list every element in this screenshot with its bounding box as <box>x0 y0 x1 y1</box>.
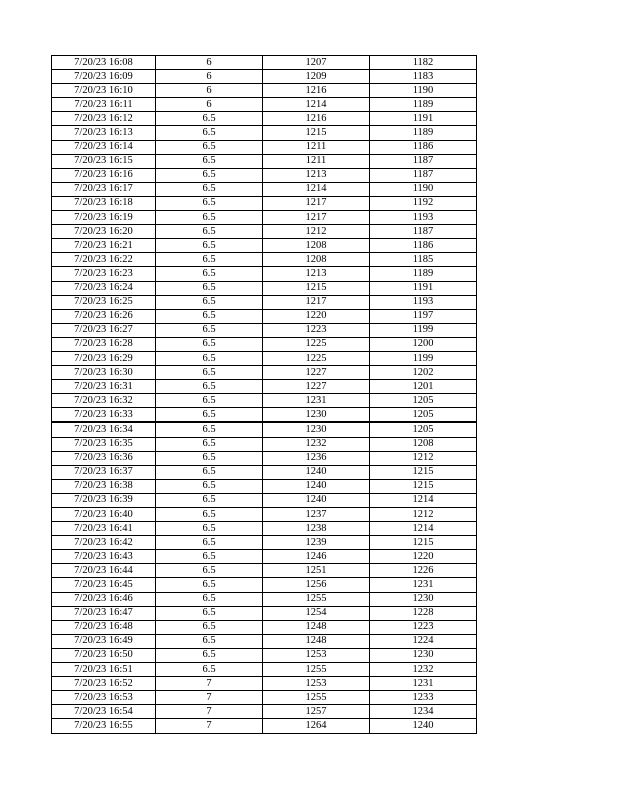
value-a-cell: 1208 <box>263 239 370 253</box>
table-row <box>52 126 477 140</box>
value-a-cell: 1240 <box>263 465 370 479</box>
value-a-cell: 1257 <box>263 705 370 719</box>
setting-cell: 6.5 <box>156 351 263 365</box>
setting-cell: 6.5 <box>156 239 263 253</box>
timestamp-cell: 7/20/23 16:54 <box>52 705 156 719</box>
timestamp-cell: 7/20/23 16:08 <box>52 56 156 70</box>
value-b-cell: 1205 <box>370 408 477 423</box>
value-a-cell: 1207 <box>263 56 370 70</box>
value-b-cell: 1233 <box>370 691 477 705</box>
timestamp-cell: 7/20/23 16:29 <box>52 351 156 365</box>
value-a-cell: 1236 <box>263 451 370 465</box>
setting-cell: 6.5 <box>156 508 263 522</box>
timestamp-cell: 7/20/23 16:20 <box>52 225 156 239</box>
timestamp-cell: 7/20/23 16:32 <box>52 394 156 408</box>
value-a-cell: 1255 <box>263 691 370 705</box>
setting-cell: 6.5 <box>156 281 263 295</box>
setting-cell: 6 <box>156 98 263 112</box>
value-b-cell: 1231 <box>370 677 477 691</box>
value-b-cell: 1224 <box>370 634 477 648</box>
timestamp-cell: 7/20/23 16:15 <box>52 154 156 168</box>
setting-cell: 6.5 <box>156 267 263 281</box>
value-a-cell: 1225 <box>263 351 370 365</box>
setting-cell: 6 <box>156 56 263 70</box>
value-a-cell: 1225 <box>263 337 370 351</box>
value-a-cell: 1253 <box>263 648 370 662</box>
table-row <box>52 677 477 691</box>
table-row <box>52 592 477 606</box>
setting-cell: 7 <box>156 677 263 691</box>
timestamp-cell: 7/20/23 16:51 <box>52 663 156 677</box>
value-b-cell: 1205 <box>370 394 477 408</box>
table-row <box>52 196 477 210</box>
timestamp-cell: 7/20/23 16:41 <box>52 522 156 536</box>
value-b-cell: 1189 <box>370 267 477 281</box>
timestamp-cell: 7/20/23 16:40 <box>52 508 156 522</box>
table-row <box>52 522 477 536</box>
timestamp-cell: 7/20/23 16:39 <box>52 493 156 507</box>
timestamp-cell: 7/20/23 16:25 <box>52 295 156 309</box>
setting-cell: 6.5 <box>156 648 263 662</box>
setting-cell: 6.5 <box>156 196 263 210</box>
value-a-cell: 1264 <box>263 719 370 733</box>
setting-cell: 6.5 <box>156 422 263 437</box>
timestamp-cell: 7/20/23 16:52 <box>52 677 156 691</box>
value-b-cell: 1191 <box>370 281 477 295</box>
setting-cell: 6.5 <box>156 112 263 126</box>
timestamp-cell: 7/20/23 16:27 <box>52 323 156 337</box>
table-row <box>52 168 477 182</box>
table-row <box>52 182 477 196</box>
timestamp-cell: 7/20/23 16:55 <box>52 719 156 733</box>
value-b-cell: 1215 <box>370 479 477 493</box>
value-b-cell: 1189 <box>370 98 477 112</box>
value-b-cell: 1190 <box>370 84 477 98</box>
value-a-cell: 1251 <box>263 564 370 578</box>
setting-cell: 6.5 <box>156 493 263 507</box>
table-row <box>52 705 477 719</box>
value-b-cell: 1192 <box>370 196 477 210</box>
value-b-cell: 1186 <box>370 140 477 154</box>
setting-cell: 6.5 <box>156 408 263 423</box>
timestamp-cell: 7/20/23 16:46 <box>52 592 156 606</box>
value-a-cell: 1215 <box>263 126 370 140</box>
value-a-cell: 1232 <box>263 437 370 451</box>
table-row <box>52 225 477 239</box>
table-row <box>52 465 477 479</box>
value-b-cell: 1202 <box>370 366 477 380</box>
value-b-cell: 1214 <box>370 522 477 536</box>
setting-cell: 6.5 <box>156 295 263 309</box>
timestamp-cell: 7/20/23 16:22 <box>52 253 156 267</box>
value-a-cell: 1255 <box>263 663 370 677</box>
table-row <box>52 634 477 648</box>
value-b-cell: 1186 <box>370 239 477 253</box>
table-row <box>52 451 477 465</box>
timestamp-cell: 7/20/23 16:47 <box>52 606 156 620</box>
value-a-cell: 1214 <box>263 182 370 196</box>
value-a-cell: 1240 <box>263 493 370 507</box>
value-b-cell: 1232 <box>370 663 477 677</box>
table-row <box>52 663 477 677</box>
value-b-cell: 1228 <box>370 606 477 620</box>
table-row <box>52 380 477 394</box>
value-a-cell: 1209 <box>263 70 370 84</box>
table-row <box>52 281 477 295</box>
setting-cell: 6.5 <box>156 253 263 267</box>
value-b-cell: 1230 <box>370 648 477 662</box>
value-a-cell: 1212 <box>263 225 370 239</box>
value-a-cell: 1216 <box>263 112 370 126</box>
table-row <box>52 98 477 112</box>
table-row <box>52 648 477 662</box>
setting-cell: 7 <box>156 719 263 733</box>
value-a-cell: 1213 <box>263 168 370 182</box>
table-row <box>52 606 477 620</box>
table-row <box>52 508 477 522</box>
setting-cell: 6.5 <box>156 309 263 323</box>
table-body <box>52 56 477 734</box>
table-row <box>52 536 477 550</box>
value-b-cell: 1187 <box>370 168 477 182</box>
setting-cell: 6.5 <box>156 620 263 634</box>
value-b-cell: 1197 <box>370 309 477 323</box>
setting-cell: 7 <box>156 705 263 719</box>
setting-cell: 6.5 <box>156 211 263 225</box>
value-b-cell: 1183 <box>370 70 477 84</box>
table-row <box>52 239 477 253</box>
timestamp-cell: 7/20/23 16:42 <box>52 536 156 550</box>
value-a-cell: 1248 <box>263 634 370 648</box>
setting-cell: 6 <box>156 70 263 84</box>
setting-cell: 6.5 <box>156 564 263 578</box>
setting-cell: 6.5 <box>156 154 263 168</box>
value-b-cell: 1193 <box>370 295 477 309</box>
timestamp-cell: 7/20/23 16:11 <box>52 98 156 112</box>
value-b-cell: 1185 <box>370 253 477 267</box>
value-b-cell: 1208 <box>370 437 477 451</box>
value-b-cell: 1230 <box>370 592 477 606</box>
setting-cell: 6.5 <box>156 168 263 182</box>
timestamp-cell: 7/20/23 16:09 <box>52 70 156 84</box>
table-row <box>52 493 477 507</box>
timestamp-cell: 7/20/23 16:10 <box>52 84 156 98</box>
value-a-cell: 1216 <box>263 84 370 98</box>
timestamp-cell: 7/20/23 16:30 <box>52 366 156 380</box>
table-row <box>52 267 477 281</box>
table-row <box>52 620 477 634</box>
timestamp-cell: 7/20/23 16:49 <box>52 634 156 648</box>
table-row <box>52 691 477 705</box>
value-a-cell: 1230 <box>263 408 370 423</box>
value-b-cell: 1226 <box>370 564 477 578</box>
timestamp-cell: 7/20/23 16:28 <box>52 337 156 351</box>
setting-cell: 6.5 <box>156 126 263 140</box>
table-row <box>52 70 477 84</box>
table-row <box>52 84 477 98</box>
timestamp-cell: 7/20/23 16:38 <box>52 479 156 493</box>
value-a-cell: 1215 <box>263 281 370 295</box>
timestamp-cell: 7/20/23 16:37 <box>52 465 156 479</box>
setting-cell: 6 <box>156 84 263 98</box>
setting-cell: 7 <box>156 691 263 705</box>
table-row <box>52 408 477 423</box>
timestamp-cell: 7/20/23 16:50 <box>52 648 156 662</box>
timestamp-cell: 7/20/23 16:53 <box>52 691 156 705</box>
timestamp-cell: 7/20/23 16:31 <box>52 380 156 394</box>
value-b-cell: 1199 <box>370 351 477 365</box>
setting-cell: 6.5 <box>156 366 263 380</box>
value-a-cell: 1239 <box>263 536 370 550</box>
value-b-cell: 1223 <box>370 620 477 634</box>
table-row <box>52 366 477 380</box>
timestamp-cell: 7/20/23 16:35 <box>52 437 156 451</box>
setting-cell: 6.5 <box>156 479 263 493</box>
value-a-cell: 1255 <box>263 592 370 606</box>
value-a-cell: 1227 <box>263 380 370 394</box>
value-b-cell: 1190 <box>370 182 477 196</box>
value-a-cell: 1227 <box>263 366 370 380</box>
value-a-cell: 1230 <box>263 422 370 437</box>
setting-cell: 6.5 <box>156 592 263 606</box>
setting-cell: 6.5 <box>156 663 263 677</box>
timestamp-cell: 7/20/23 16:13 <box>52 126 156 140</box>
timestamp-cell: 7/20/23 16:45 <box>52 578 156 592</box>
value-b-cell: 1187 <box>370 225 477 239</box>
timestamp-cell: 7/20/23 16:23 <box>52 267 156 281</box>
table-row <box>52 564 477 578</box>
data-table <box>51 55 477 734</box>
value-a-cell: 1217 <box>263 211 370 225</box>
value-a-cell: 1217 <box>263 295 370 309</box>
table-row <box>52 479 477 493</box>
timestamp-cell: 7/20/23 16:44 <box>52 564 156 578</box>
table-row <box>52 253 477 267</box>
timestamp-cell: 7/20/23 16:21 <box>52 239 156 253</box>
value-b-cell: 1240 <box>370 719 477 733</box>
table-row <box>52 578 477 592</box>
timestamp-cell: 7/20/23 16:16 <box>52 168 156 182</box>
table-row <box>52 394 477 408</box>
setting-cell: 6.5 <box>156 634 263 648</box>
value-b-cell: 1191 <box>370 112 477 126</box>
value-b-cell: 1200 <box>370 337 477 351</box>
value-b-cell: 1212 <box>370 508 477 522</box>
value-b-cell: 1234 <box>370 705 477 719</box>
timestamp-cell: 7/20/23 16:33 <box>52 408 156 423</box>
table-row <box>52 56 477 70</box>
setting-cell: 6.5 <box>156 606 263 620</box>
value-b-cell: 1214 <box>370 493 477 507</box>
value-a-cell: 1256 <box>263 578 370 592</box>
value-b-cell: 1231 <box>370 578 477 592</box>
value-b-cell: 1205 <box>370 422 477 437</box>
table-row <box>52 112 477 126</box>
value-a-cell: 1213 <box>263 267 370 281</box>
timestamp-cell: 7/20/23 16:14 <box>52 140 156 154</box>
table-row <box>52 422 477 437</box>
timestamp-cell: 7/20/23 16:26 <box>52 309 156 323</box>
setting-cell: 6.5 <box>156 380 263 394</box>
value-a-cell: 1214 <box>263 98 370 112</box>
value-b-cell: 1201 <box>370 380 477 394</box>
value-b-cell: 1189 <box>370 126 477 140</box>
value-a-cell: 1208 <box>263 253 370 267</box>
value-b-cell: 1199 <box>370 323 477 337</box>
value-a-cell: 1237 <box>263 508 370 522</box>
timestamp-cell: 7/20/23 16:12 <box>52 112 156 126</box>
timestamp-cell: 7/20/23 16:36 <box>52 451 156 465</box>
timestamp-cell: 7/20/23 16:34 <box>52 422 156 437</box>
setting-cell: 6.5 <box>156 451 263 465</box>
table-row <box>52 140 477 154</box>
setting-cell: 6.5 <box>156 536 263 550</box>
table-row <box>52 351 477 365</box>
table-row <box>52 154 477 168</box>
value-a-cell: 1231 <box>263 394 370 408</box>
table-row <box>52 295 477 309</box>
setting-cell: 6.5 <box>156 140 263 154</box>
value-a-cell: 1246 <box>263 550 370 564</box>
value-a-cell: 1254 <box>263 606 370 620</box>
setting-cell: 6.5 <box>156 465 263 479</box>
setting-cell: 6.5 <box>156 323 263 337</box>
value-b-cell: 1215 <box>370 536 477 550</box>
value-a-cell: 1211 <box>263 154 370 168</box>
value-b-cell: 1193 <box>370 211 477 225</box>
table-row <box>52 550 477 564</box>
setting-cell: 6.5 <box>156 337 263 351</box>
setting-cell: 6.5 <box>156 182 263 196</box>
timestamp-cell: 7/20/23 16:17 <box>52 182 156 196</box>
value-a-cell: 1217 <box>263 196 370 210</box>
value-b-cell: 1187 <box>370 154 477 168</box>
value-a-cell: 1248 <box>263 620 370 634</box>
setting-cell: 6.5 <box>156 578 263 592</box>
value-b-cell: 1212 <box>370 451 477 465</box>
timestamp-cell: 7/20/23 16:19 <box>52 211 156 225</box>
value-a-cell: 1253 <box>263 677 370 691</box>
table-row <box>52 309 477 323</box>
timestamp-cell: 7/20/23 16:24 <box>52 281 156 295</box>
setting-cell: 6.5 <box>156 225 263 239</box>
timestamp-cell: 7/20/23 16:43 <box>52 550 156 564</box>
value-a-cell: 1220 <box>263 309 370 323</box>
value-a-cell: 1240 <box>263 479 370 493</box>
setting-cell: 6.5 <box>156 394 263 408</box>
table-row <box>52 719 477 733</box>
table-row <box>52 211 477 225</box>
table-row <box>52 323 477 337</box>
value-b-cell: 1215 <box>370 465 477 479</box>
value-a-cell: 1211 <box>263 140 370 154</box>
setting-cell: 6.5 <box>156 437 263 451</box>
value-a-cell: 1223 <box>263 323 370 337</box>
value-b-cell: 1182 <box>370 56 477 70</box>
table-row <box>52 337 477 351</box>
value-b-cell: 1220 <box>370 550 477 564</box>
table-row <box>52 437 477 451</box>
setting-cell: 6.5 <box>156 550 263 564</box>
timestamp-cell: 7/20/23 16:48 <box>52 620 156 634</box>
value-a-cell: 1238 <box>263 522 370 536</box>
setting-cell: 6.5 <box>156 522 263 536</box>
timestamp-cell: 7/20/23 16:18 <box>52 196 156 210</box>
